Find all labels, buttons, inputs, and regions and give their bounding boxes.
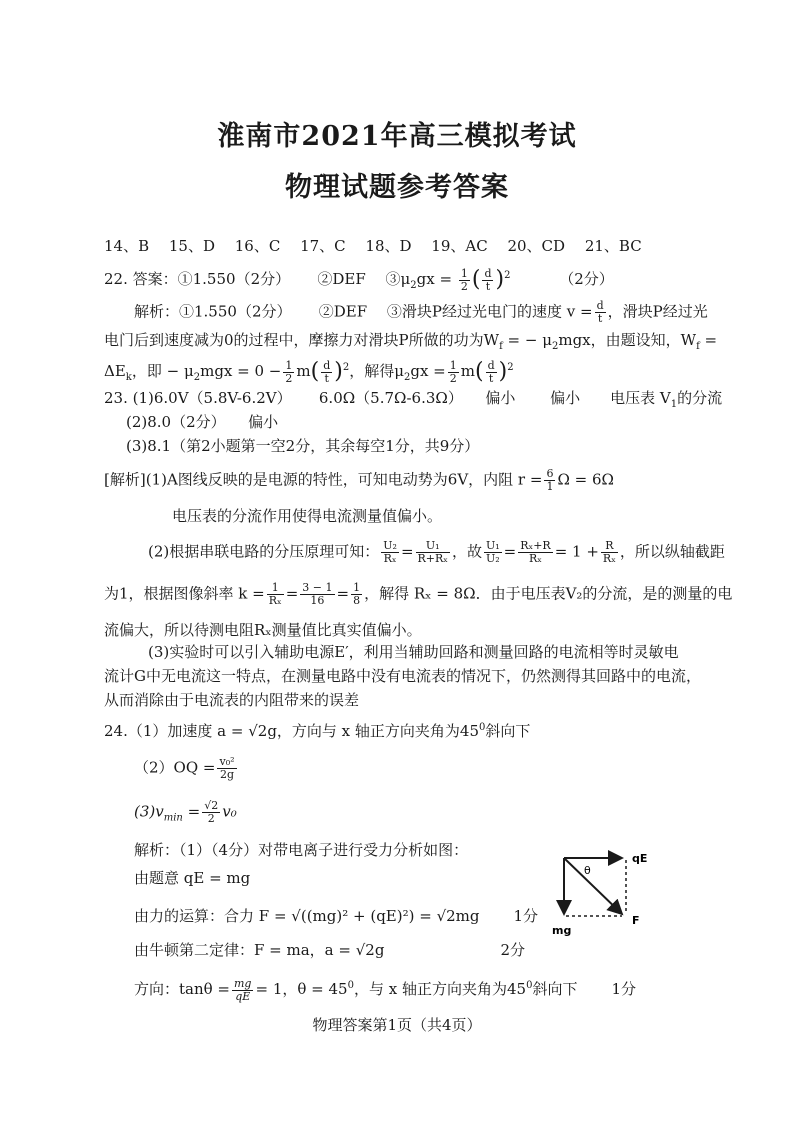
frac-u2-rx: [381, 540, 399, 565]
q22-mu: = − μ: [502, 331, 552, 349]
q24-explain-line-4: [134, 940, 525, 960]
paren-close: ): [334, 359, 343, 384]
paren-open: (: [471, 267, 481, 292]
q24-downward: 斜向下: [532, 980, 578, 998]
q22-explain-line-3: [104, 358, 514, 388]
q22-work-text: 电门后到速度减为0的过程中，摩擦力对滑块P所做的功为W: [104, 331, 500, 349]
q22-frac-dt-c: [486, 360, 497, 385]
q22-frac-half: [459, 268, 470, 293]
degree-sup: 0: [479, 722, 486, 733]
q22-frac-half-b: [283, 360, 294, 385]
q24-explain-line-1: 解析：（1）（4分）对带电离子进行受力分析如图：: [134, 841, 469, 859]
q23-explain-line-8: 从而消除由于电流表的内阻带来的误差: [104, 691, 360, 709]
frac-den: R+Rₓ: [417, 552, 448, 565]
frac-num: v₀²: [219, 755, 235, 768]
q24-theta: = 1，θ = 45: [255, 980, 348, 998]
frac-num: U₂: [383, 539, 397, 552]
v0: v₀: [222, 802, 237, 821]
q24-answer-line-1: [104, 718, 530, 741]
sub-f: f: [696, 341, 700, 352]
q22-frac-dt-b: [321, 360, 332, 385]
frac-num: 3 − 1: [302, 581, 333, 594]
q23-divider-text: (2)根据串联电路的分压原理可知：: [148, 542, 380, 561]
q23-explain-line-2: 电压表的分流作用使得电流测量值偏小。: [172, 507, 443, 525]
frac-num: 1: [267, 582, 284, 595]
q23-answer-tail: 的分流: [677, 389, 723, 407]
q22-score: （2分）: [559, 270, 614, 288]
frac-u1-u2: [484, 540, 502, 565]
frac-u1-rrx: [416, 540, 450, 565]
frac-num: Rₓ+R: [520, 539, 551, 552]
frac-2-16: [300, 582, 334, 607]
q22-explain-line-1: [134, 300, 708, 325]
degree-sup: 0: [347, 980, 354, 991]
q24-score-2: 2分: [500, 941, 525, 959]
q23-explain-line-1: [104, 468, 614, 493]
q24-score-3: 1分: [611, 980, 636, 998]
q23-intercept: ，所以纵轴截距: [619, 542, 725, 561]
frac-den: 1: [546, 480, 554, 493]
frac-den: U₂: [485, 552, 500, 565]
paren-open: (: [474, 359, 484, 384]
theta-label: θ: [584, 864, 591, 877]
frac-num: d: [487, 358, 495, 372]
frac-den: Rₓ: [268, 594, 282, 607]
paren-close: ): [498, 359, 508, 384]
frac-den: t: [597, 312, 603, 325]
delta-e: ΔE: [104, 362, 126, 380]
q22-answer-line: [104, 266, 614, 296]
q24-angle-text: ，与 x 轴正方向夹角为45: [353, 980, 527, 998]
frac-num: U₁: [485, 539, 500, 552]
frac-v0sq-2g: [217, 756, 236, 781]
f-arrow: [564, 858, 622, 914]
q22-mgx: mgx，由题设知，W: [558, 331, 697, 349]
m-letter: m: [460, 362, 475, 380]
frac-mg-qe: [232, 978, 253, 1003]
q23-solve-rx: ，解得 Rₓ = 8Ω．由于电压表V₂的分流，是的测量的电: [364, 584, 733, 603]
frac-num: 1: [353, 581, 361, 594]
q22-mu-sub: 2: [410, 280, 417, 291]
q22-eq: =: [699, 331, 718, 349]
mg-label: mg: [552, 924, 572, 937]
sub-min: min: [163, 812, 183, 824]
sub-f: f: [499, 341, 503, 352]
force-diagram: [552, 848, 672, 938]
frac-den: t: [488, 371, 494, 385]
frac-den: 2: [449, 371, 457, 385]
paren-close: ): [495, 267, 505, 292]
degree-sup: 0: [526, 980, 533, 991]
frac-1-rx: [267, 582, 284, 607]
q23-slope-text: 为1，根据图像斜率 k =: [104, 584, 265, 603]
q22-mgx-zero: mgx = 0 −: [200, 362, 282, 380]
q22-frac-v: [595, 300, 606, 325]
q23-answer-line-2: (2)8.0（2分） 偏小: [126, 413, 279, 431]
q22-mu-neg: ，即 − μ: [131, 362, 194, 380]
page-footer: 物理答案第1页（共4页）: [312, 1016, 482, 1034]
q22-frac-half-c: [448, 360, 459, 385]
square-sup: 2: [342, 362, 350, 373]
q23-therefore: ，故: [451, 542, 482, 561]
frac-num: 6: [546, 467, 554, 480]
square-sup: 2: [507, 362, 514, 373]
q23-explain-line-4: 为1，根据图像斜率 k = $\frac{1}{\text{Rₓ}}$ = $\frac{3 - 1}{16}$ = $\frac{1}{8}$ ，解得 Rₓ = 8Ω．由于电压表V₂的分流，是的测量的电: [104, 581, 733, 607]
q23-answer-line-3: (3)8.1（第2小题第一空2分，其余每空1分，共9分）: [126, 437, 480, 455]
q24-eq: =: [182, 802, 201, 821]
frac-num: 1: [285, 358, 293, 372]
q24-explain-line-3: [134, 906, 538, 926]
f-label: F: [632, 914, 640, 927]
q24-score-1: 1分: [513, 907, 539, 925]
sub-2: 2: [193, 372, 201, 383]
frac-num: √2: [204, 799, 219, 812]
frac-den: 2: [207, 812, 215, 825]
q23-answer-text: 23. (1)6.0V（5.8V-6.2V） 6.0Ω（5.7Ω-6.3Ω） 偏小 偏小 电压表 V: [104, 389, 671, 407]
q23-frac-r: [544, 468, 555, 493]
frac-den: Rₓ: [602, 552, 616, 565]
q24-explain-line-2: 由题意 qE = mg: [134, 869, 251, 887]
q24-oq: （2）OQ =: [134, 758, 216, 777]
frac-r-rx: [601, 540, 618, 565]
q24-explain-line-5: [134, 976, 636, 1003]
q23-ohm: Ω = 6Ω: [557, 470, 614, 489]
frac-den: 2: [460, 279, 468, 293]
q24-accel: 24.（1）加速度 a = √2g，方向与 x 轴正方向夹角为45: [104, 722, 480, 740]
force-diagram-svg: [552, 848, 672, 938]
frac-num: U₁: [416, 540, 450, 553]
q23-explain-line-7: 流计G中无电流这一特点，在测量电路中没有电流表的情况下，仍然测得其回路中的电流，: [104, 667, 701, 685]
sub-k: k: [125, 372, 132, 383]
frac-den: 16: [310, 594, 325, 607]
paren-open: (: [310, 359, 320, 384]
frac-den: 2: [285, 371, 293, 385]
q22-explain-line-2: [104, 330, 717, 357]
q22-gx: gx =: [416, 270, 453, 288]
frac-num: 1: [449, 358, 457, 372]
q23-explain-line-3: (2)根据串联电路的分压原理可知： $\frac{\text{U₂}}{\text{Rₓ}}$ = $\frac{\text{U₁}}{\text{R+Rₓ}}$ ，故 $\frac{\text{U₁}}{\text{U₂}}$ = $\frac{\text{Rₓ+R}}{\text{Rₓ}}$ = 1 + $\frac{R}{\text{Rₓ}}$ ，所以纵轴截距: [148, 539, 725, 565]
page-title: 淮南市2021年高三模拟考试: [217, 121, 577, 152]
frac-den: t: [485, 279, 491, 293]
frac-num: R: [601, 540, 618, 553]
q22-solve: ，解得μ: [349, 362, 404, 380]
q22-gx-eq: gx =: [410, 362, 446, 380]
frac-num: 1: [460, 266, 468, 280]
q23-one-plus: = 1 +: [554, 542, 599, 561]
q24-direction: 斜向下: [485, 722, 531, 740]
frac-num: mg: [234, 976, 252, 990]
q24-vmin: (3)v: [134, 802, 164, 821]
q23-answer-line-1: [104, 388, 722, 415]
q24-tan: 方向：tanθ =: [134, 980, 230, 998]
qe-label: qE: [632, 852, 648, 865]
sub-2: 2: [551, 341, 559, 352]
frac-den: Rₓ: [383, 552, 397, 565]
q24-answer-line-2: [134, 756, 239, 781]
frac-sqrt2-2: [202, 800, 220, 825]
q22-explain-text: 解析：①1.550（2分） ②DEF ③滑块P经过光电门的速度 v =: [134, 302, 593, 321]
frac-num: d: [323, 358, 331, 372]
frac-den: Rₓ: [529, 552, 542, 565]
square-sup: 2: [504, 270, 511, 281]
frac-num: d: [596, 299, 604, 312]
m-letter: m: [296, 362, 311, 380]
q23-explain-line-6: (3)实验时可以引入辅助电源E′，利用当辅助回路和测量回路的电流相等时灵敏电: [148, 643, 679, 661]
q22-answer-text: 22. 答案：①1.550（2分） ②DEF ③μ: [104, 270, 411, 288]
sub-1: 1: [670, 399, 678, 410]
choice-answers-row: 14、B 15、D 16、C 17、C 18、D 19、AC 20、CD 21、BC: [104, 237, 642, 255]
q24-answer-line-3: [134, 800, 237, 829]
frac-den: 2g: [219, 768, 235, 781]
q23-explain-line-5: 流偏大，所以待测电阻Rₓ测量值比真实值偏小。: [104, 621, 422, 639]
q22-explain-text-b: ，滑块P经过光: [607, 302, 708, 321]
q22-frac-dt: [482, 268, 493, 293]
frac-num: d: [484, 266, 492, 280]
frac-1-8: [351, 582, 362, 607]
sub-2: 2: [403, 372, 411, 383]
frac-rxr-rx: [518, 540, 552, 565]
frac-den: qE: [235, 989, 251, 1003]
q23-explain-text: [解析](1)A图线反映的是电源的特性，可知电动势为6V，内阻 r =: [104, 470, 543, 489]
page-subtitle: 物理试题参考答案: [285, 172, 509, 203]
q24-newton: 由牛顿第二定律：F = ma，a = √2g: [134, 941, 385, 959]
frac-den: t: [324, 371, 329, 385]
frac-den: 8: [353, 594, 361, 607]
q24-resultant: 由力的运算：合力 F = √((mg)² + (qE)²) = √2mg: [134, 907, 480, 925]
